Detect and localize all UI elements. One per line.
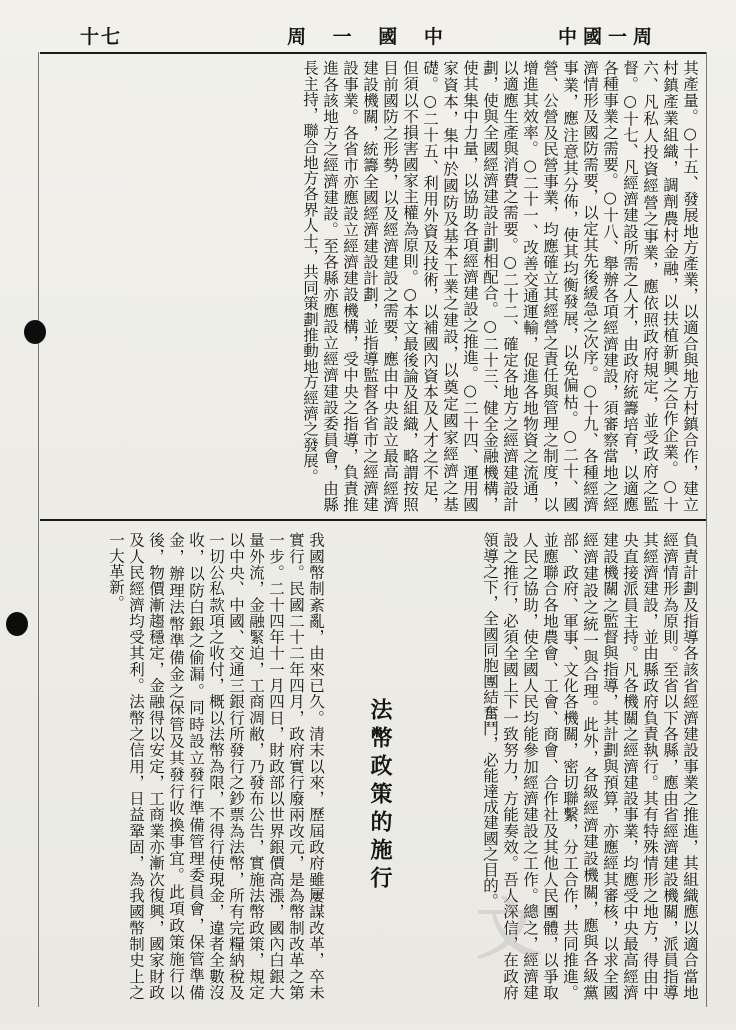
ink-blot-mark [6,612,28,636]
middle-rule [40,519,706,521]
ink-blot-mark [24,320,46,344]
watermark-glyph: 文 [476,890,542,968]
right-border [706,52,707,1007]
bottom-right-text: 負責計劃及指導各該省經濟建設事業之推進，其組織應以適合當地經濟情形為原則。至省以下各縣，應由省經濟建設機關，派員指導其經濟建設，並由縣政府負責執行。其有特殊情形之地方，得由中央直接派員主持。凡各機關之經濟建設事業，均應受中央最高經濟建設機關之監督與指導，其計劃與預算，亦應經其審核，以求全國經濟建設之統一與合理。此外，各級經濟建設機關，應與各級黨部、政府、軍事、文化各機關，密切聯繫，分工合作，共同推進。並應聯合各地農會、工會、商會、合作社及其他人民團體，以爭取人民之協助，使全國人民均能參加經濟建設之工作。總之，經濟建設之推行，必須全國上下一致努力，方能奏效。吾人深信，在政府領導之下，全國同胞團結奮鬥，必能達成建國之目的。 [481,532,699,1000]
top-rule [40,52,706,54]
article-title: 法幣政策的施行 [367,698,393,894]
bottom-left-text: 我國幣制紊亂，由來已久。清末以來，歷屆政府雖屢謀改革，卒未實行。民國二十二年四月，政府實行廢兩改元，是為幣制改革之第一步。二十四年十一月四日，財政部以世界銀價高漲，國內白銀大量外流，金融緊迫，工商凋敝，乃發布公告，實施法幣政策，規定以中央、中國、交通三銀行所發行之鈔票為法幣，所有完糧納稅及一切公私款項之收付，概以法幣為限，不得行使現金，違者全數沒收，以防白銀之偷漏。同時設立發行準備管理委員會，保管準備金，辦理法幣準備金之保管及其發行收換事宜。此項政策施行以後，物價漸趨穩定，金融得以安定，工商業亦漸次復興，國家財政及人民經濟均受其利。法幣之信用，日益鞏固，為我國幣制史上之一大革新。 [107,532,325,1000]
page-number: 十七 [80,26,123,48]
publication-title: 中國一周 [558,26,659,48]
top-article-text: 其產量。○十五、發展地方產業，以適合與地方村鎮合作，建立村鎮產業組織，調劑農村金融，以扶植新興之合作企業。○十六、凡私人投資經營之事業，應依照政府規定，並受政府之監督。○十七、凡經濟建設所需之人才，由政府統籌培育，以適應各種事業之需要。○十八、舉辦各項經濟建設，須審察當地之經濟情形及國防需要，以定其先後緩急之次序。○十九、各種經濟事業，應注意其分佈，使其均衡發展，以免偏枯。○二十、國營、公營及民營事業，均應確立其經營之責任與管理之制度，以增進其效率。○二十一、改善交通運輸，促進各地物資之流通，以適應生產與消費之需要。○二十二、確定各地方之經濟建設計劃，使與全國經濟建設計劃相配合。○二十三、健全金融機構，使其集中力量，以協助各項經濟建設之推進。○二十四、運用國家資本，集中於國防及基本工業之建設，以奠定國家經濟之基礎。○二十五、利用外資及技術，以補國內資本及人才之不足，但須以不損害國家主權為原則。○本文最後論及組織，略謂按照目前國防之形勢，以及經濟建設之需要，應由中央設立最高經濟建設機關，統籌全國經濟建設計劃，並指導監督各省市之經濟建設事業。各省市亦應設立經濟建設機構，受中央之指導，負責推進各該地方之經濟建設。至各縣亦應設立經濟建設委員會，由縣長主持，聯合地方各界人士，共同策劃推動地方經濟之發展。 [301,60,699,512]
running-header: 周 一 國 中 [287,26,453,48]
